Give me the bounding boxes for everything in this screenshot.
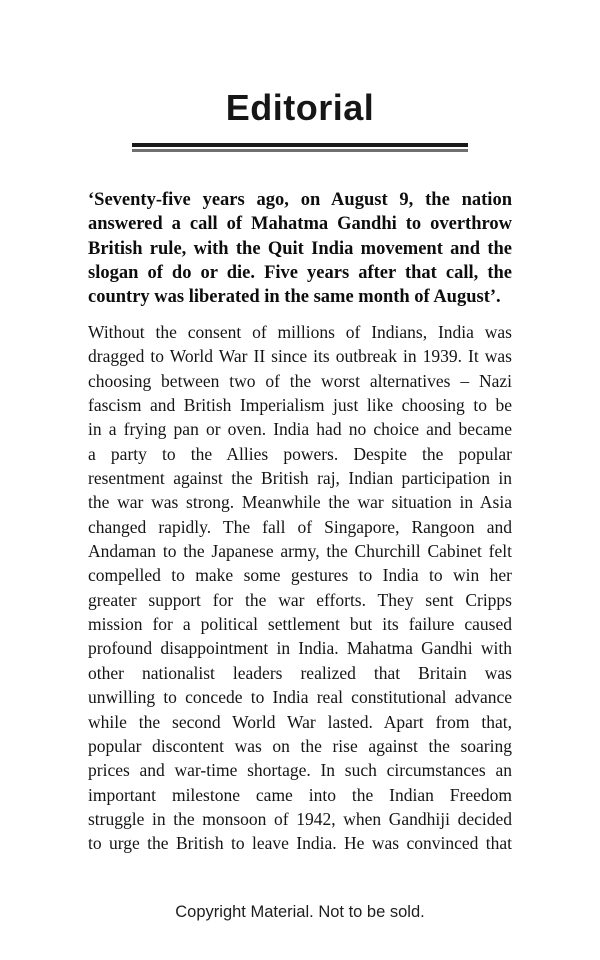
body-line: prices and war-time shortage. In such circumstances an bbox=[88, 760, 512, 781]
quote-line: ‘Seventy-five years ago, on August 9, the nation bbox=[88, 190, 512, 210]
body-line: important milestone came into the Indian Freedom bbox=[88, 784, 512, 805]
body-line: popular discontent was on the rise against the soaring bbox=[88, 735, 512, 756]
copyright-footer: Copyright Material. Not to be sold. bbox=[175, 903, 425, 921]
quote-line: answered a call of Mahatma Gandhi to overthrow bbox=[88, 214, 512, 235]
body-line: a party to the Allies powers. Despite the popular bbox=[88, 443, 512, 464]
body-line: greater support for the war efforts. They sent Cripps bbox=[88, 589, 512, 610]
quote-line: British rule, with the Quit India movement and the bbox=[88, 238, 512, 259]
body-line: the war was strong. Meanwhile the war situation in Asia bbox=[88, 492, 512, 513]
body-line: struggle in the monsoon of 1942, when Gandhiji decided bbox=[88, 808, 512, 829]
body-line: unwilling to concede to India real constitutional advance bbox=[88, 687, 512, 708]
quote-line: slogan of do or die. Five years after that call, the bbox=[88, 262, 512, 283]
body-line: fascism and British Imperialism just like choosing to be bbox=[88, 395, 512, 416]
body-line: compelled to make some gestures to India to win her bbox=[88, 565, 512, 586]
page-title: Editorial bbox=[225, 87, 375, 128]
body-line: resentment against the British raj, Indian participation in bbox=[88, 468, 512, 489]
body-line: in a frying pan or oven. India had no choice and became bbox=[88, 419, 512, 440]
body-line: choosing between two of the worst alternatives – Nazi bbox=[88, 370, 512, 391]
title-divider-rule bbox=[132, 143, 468, 152]
quote-line: country was liberated in the same month of August’. bbox=[88, 287, 501, 308]
body-line: while the second World War lasted. Apart from that, bbox=[88, 711, 512, 732]
editorial-body-paragraph bbox=[88, 320, 512, 856]
body-line: Andaman to the Japanese army, the Churchill Cabinet felt bbox=[88, 541, 512, 562]
body-line: to urge the British to leave India. He was convinced that bbox=[88, 833, 512, 854]
body-line: mission for a political settlement but its failure caused bbox=[88, 614, 512, 635]
body-line: profound disappointment in India. Mahatma Gandhi with bbox=[88, 638, 512, 659]
body-line: changed rapidly. The fall of Singapore, Rangoon and bbox=[88, 516, 512, 537]
body-line: dragged to World War II since its outbreak in 1939. It was bbox=[88, 346, 512, 367]
body-line: other nationalist leaders realized that Britain was bbox=[88, 662, 512, 683]
editorial-quote-paragraph bbox=[88, 188, 512, 309]
body-line: Without the consent of millions of Indians, India was bbox=[88, 322, 512, 342]
